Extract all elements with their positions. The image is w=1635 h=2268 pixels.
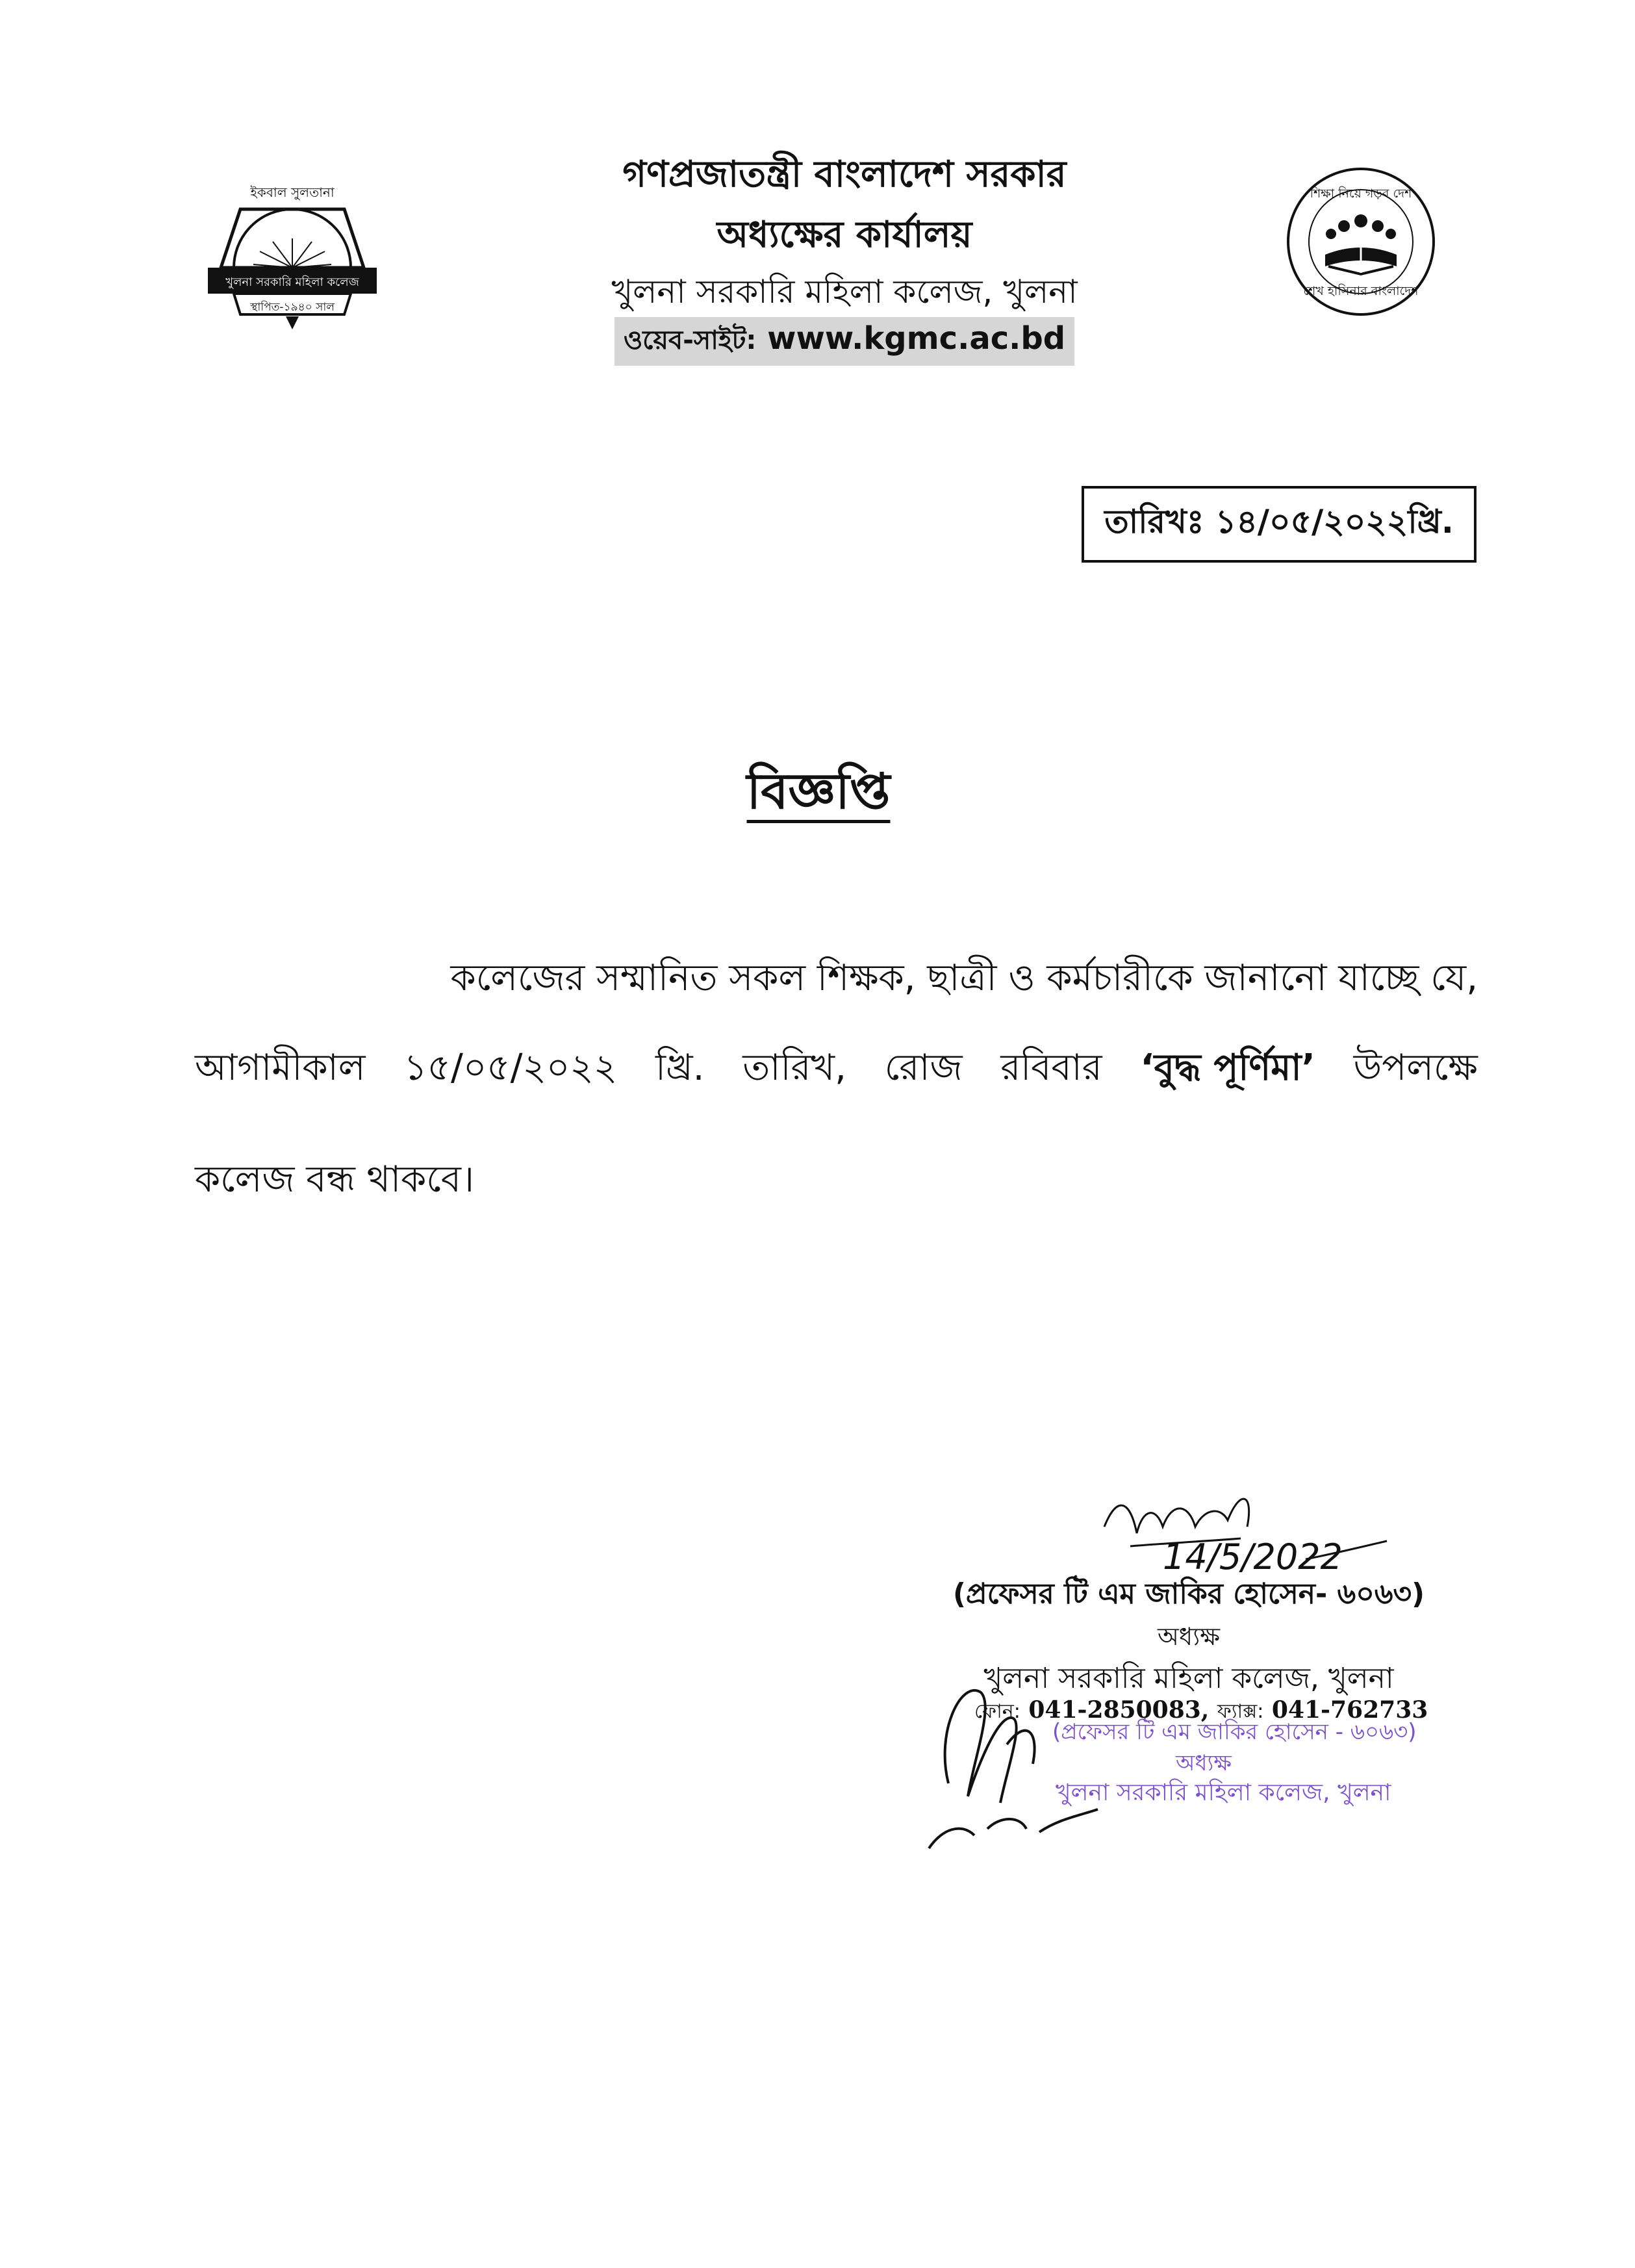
principal-name: (প্রফেসর টি এম জাকির হোসেন- ৬০৬৩) bbox=[952, 1577, 1425, 1611]
stamp-org: খুলনা সরকারি মহিলা কলেজ, খুলনা bbox=[1056, 1779, 1391, 1806]
stamp-name: (প্রফেসর টি এম জাকির হোসেন - ৬০৬৩) bbox=[1052, 1719, 1417, 1745]
date-box: তারিখঃ ১৪/০৫/২০২২খ্রি. bbox=[1082, 486, 1477, 563]
word-era: খ্রি. bbox=[655, 1047, 705, 1089]
word-date: তারিখ, bbox=[742, 1047, 846, 1089]
website-link[interactable]: www.kgmc.ac.bd bbox=[767, 320, 1066, 357]
website-label: ওয়েব-সাইট: bbox=[623, 325, 757, 355]
right-logo-top-text: শিক্ষা নিয়ে গড়ব দেশ bbox=[1310, 186, 1412, 201]
signature-date: 14/5/2022 bbox=[1163, 1536, 1343, 1577]
header-office: অধ্যক্ষের কার্যালয় bbox=[716, 214, 972, 256]
website-highlight bbox=[615, 317, 1074, 366]
header-website bbox=[455, 317, 1234, 366]
holiday-date: ১৫/০৫/২০২২ bbox=[403, 1047, 618, 1089]
body-line-3: কলেজ বন্ধ থাকবে। bbox=[195, 1158, 475, 1201]
word-day: রোজ bbox=[884, 1047, 963, 1089]
header-government: গণপ্রজাতন্ত্রী বাংলাদেশ সরকার bbox=[622, 153, 1067, 196]
fax-number: 041-762733 bbox=[1271, 1696, 1428, 1724]
principal-signature-icon bbox=[1091, 1481, 1390, 1585]
word-occasion: উপলক্ষে bbox=[1353, 1047, 1478, 1089]
handwritten-initials-icon bbox=[909, 1653, 1104, 1861]
fax-label: ফ্যাক্স: bbox=[1217, 1700, 1264, 1723]
phone-label: ফোন: bbox=[974, 1700, 1020, 1723]
phone-number: 041-2850083, bbox=[1028, 1696, 1210, 1724]
word-sunday: রবিবার bbox=[1000, 1047, 1102, 1089]
body-line-2 bbox=[195, 1039, 1478, 1101]
right-logo-bottom-text: শেখ হাসিনার বাংলাদেশ bbox=[1303, 284, 1419, 298]
principal-org: খুলনা সরকারি মহিলা কলেজ, খুলনা bbox=[983, 1662, 1394, 1695]
word-tomorrow: আগামীকাল bbox=[195, 1047, 366, 1089]
principal-title: অধ্যক্ষ bbox=[1157, 1622, 1220, 1651]
stamp-title: অধ্যক্ষ bbox=[1176, 1750, 1232, 1776]
header-college: খুলনা সরকারি মহিলা কলেজ, খুলনা bbox=[611, 273, 1078, 311]
body-line-1: কলেজের সম্মানিত সকল শিক্ষক, ছাত্রী ও কর্মচারীকে জানানো যাচ্ছে যে, bbox=[450, 957, 1478, 999]
left-logo-arc-text: ইকবাল সুলতানা bbox=[250, 185, 335, 200]
left-logo-established: স্থাপিত-১৯৪০ সাল bbox=[250, 301, 335, 314]
holiday-name: ‘বুদ্ধ পূর্ণিমা’ bbox=[1140, 1047, 1315, 1089]
notice-title: বিজ্ঞপ্তি bbox=[746, 762, 891, 820]
left-logo-inner-text: খুলনা সরকারি মহিলা কলেজ bbox=[225, 275, 359, 289]
